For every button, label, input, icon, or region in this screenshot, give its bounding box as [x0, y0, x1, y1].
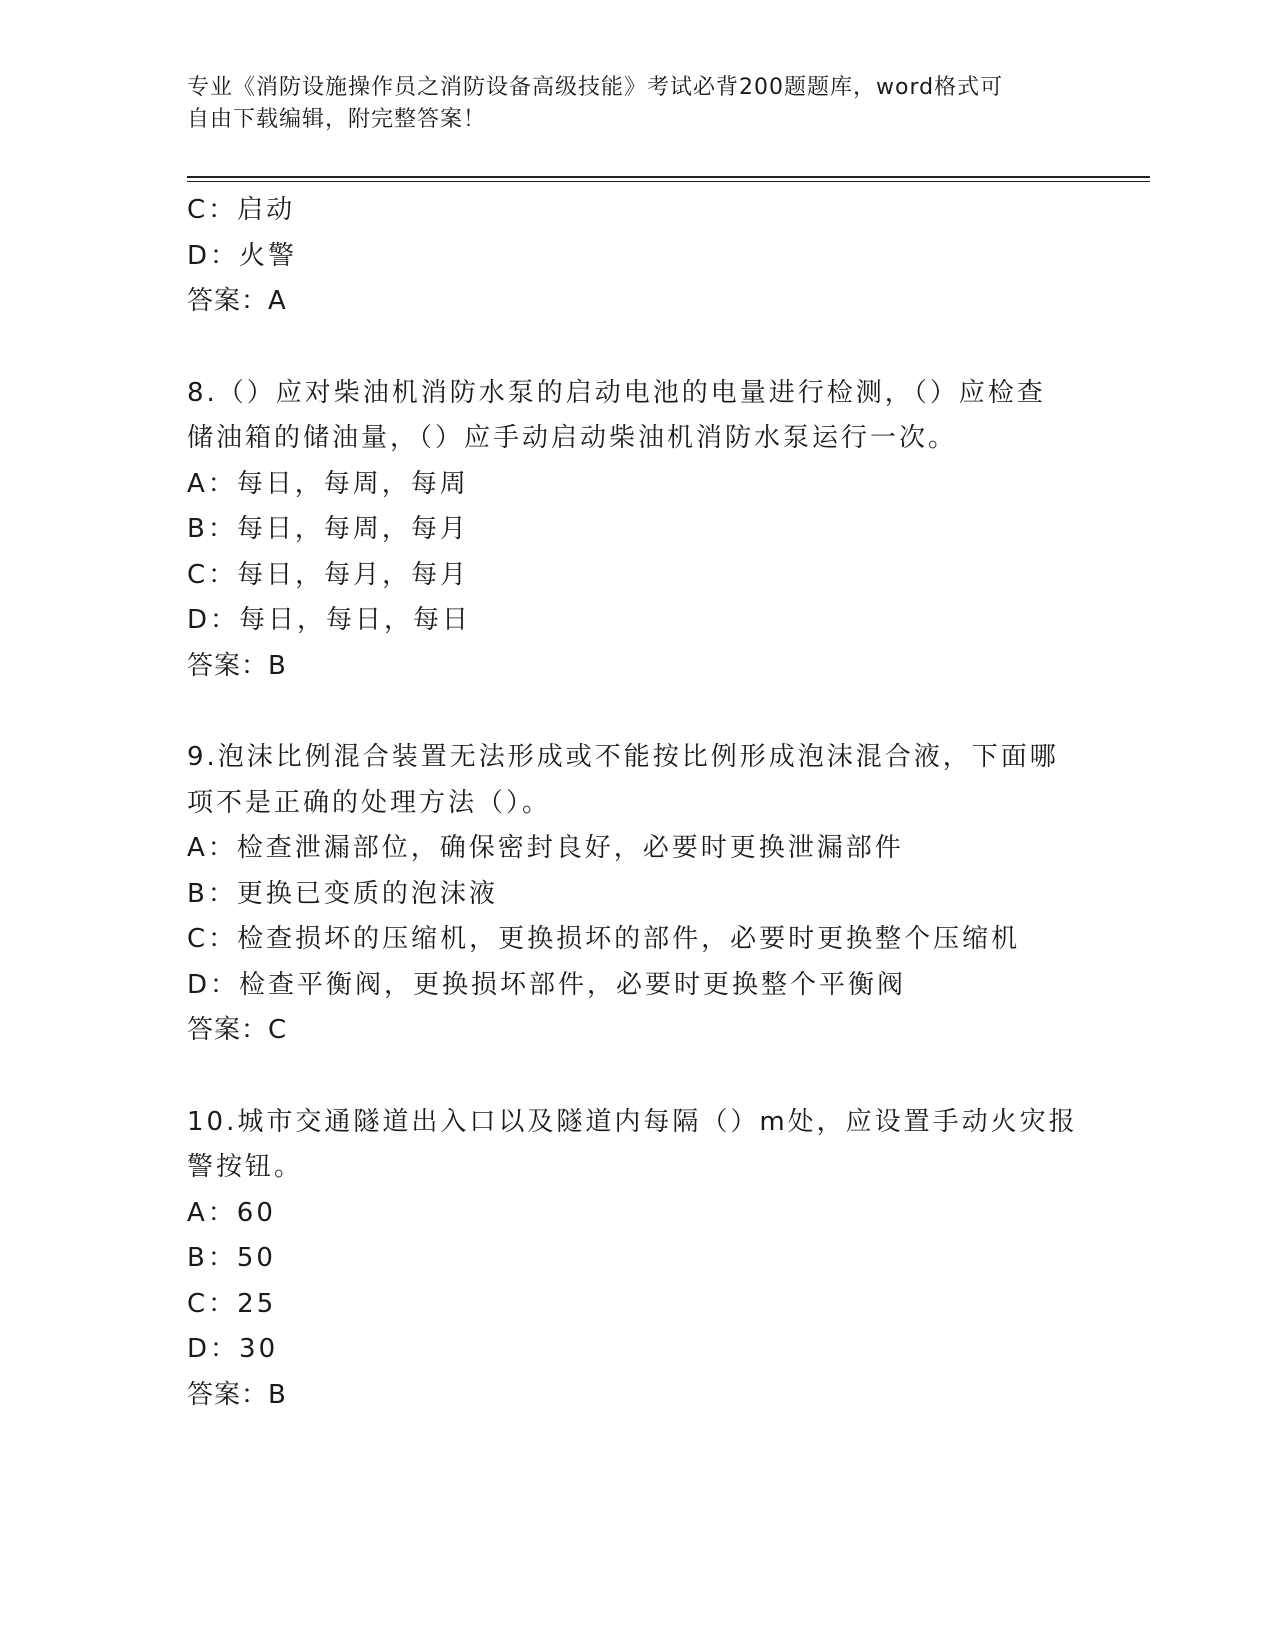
option-b: B：更换已变质的泡沫液 [187, 878, 498, 909]
option-d: D：检查平衡阀，更换损坏部件，必要时更换整个平衡阀 [187, 969, 907, 1000]
question-stem: 9.泡沫比例混合装置无法形成或不能按比例形成泡沫混合液，下面哪 [187, 742, 1059, 772]
option-a: A：60 [187, 1197, 276, 1228]
option-d: D：火警 [187, 240, 298, 271]
question-list [187, 188, 1087, 1418]
question-stem: 10.城市交通隧道出入口以及隧道内每隔（）m处，应设置手动火灾报 [187, 1106, 1078, 1137]
answer: 答案：A [187, 286, 287, 316]
header-line-2: 自由下载编辑，附完整答案！ [187, 107, 487, 132]
option-b: B：50 [187, 1243, 276, 1273]
answer: 答案：B [187, 650, 287, 681]
option-c: C：检查损坏的压缩机，更换损坏的部件，必要时更换整个压缩机 [187, 924, 1021, 954]
question-8 [187, 371, 1087, 690]
option-c: C：每日，每月，每月 [187, 559, 470, 590]
question-stem-continued: 储油箱的储油量，（）应手动启动柴油机消防水泵运行一次。 [187, 423, 958, 453]
option-c: C：25 [187, 1288, 277, 1319]
question-9 [187, 735, 1087, 1054]
option-d: D：每日，每日，每日 [187, 605, 472, 635]
spacer [187, 1054, 1087, 1100]
answer: 答案：B [187, 1379, 287, 1410]
page-header [187, 72, 1087, 136]
spacer [187, 325, 1087, 371]
spacer [187, 689, 1087, 735]
header-line-1: 专业《消防设施操作员之消防设备高级技能》考试必背200题题库，word格式可 [187, 75, 1004, 100]
question-stem-continued: 项不是正确的处理方法（）。 [187, 787, 552, 818]
option-a: A：检查泄漏部位，确保密封良好，必要时更换泄漏部件 [187, 833, 904, 863]
question-stem: 8.（）应对柴油机消防水泵的启动电池的电量进行检测，（）应检查 [187, 377, 1046, 408]
answer: 答案：C [187, 1015, 288, 1045]
option-a: A：每日，每周，每周 [187, 468, 469, 499]
option-c: C：启动 [187, 195, 296, 225]
header-divider-thick [187, 176, 1150, 178]
option-b: B：每日，每周，每月 [187, 514, 469, 544]
option-d: D：30 [187, 1334, 279, 1364]
question-stem-continued: 警按钮。 [187, 1152, 304, 1182]
question-10 [187, 1100, 1087, 1419]
header-divider-thin [187, 181, 1150, 182]
question-7-tail [187, 188, 1087, 325]
